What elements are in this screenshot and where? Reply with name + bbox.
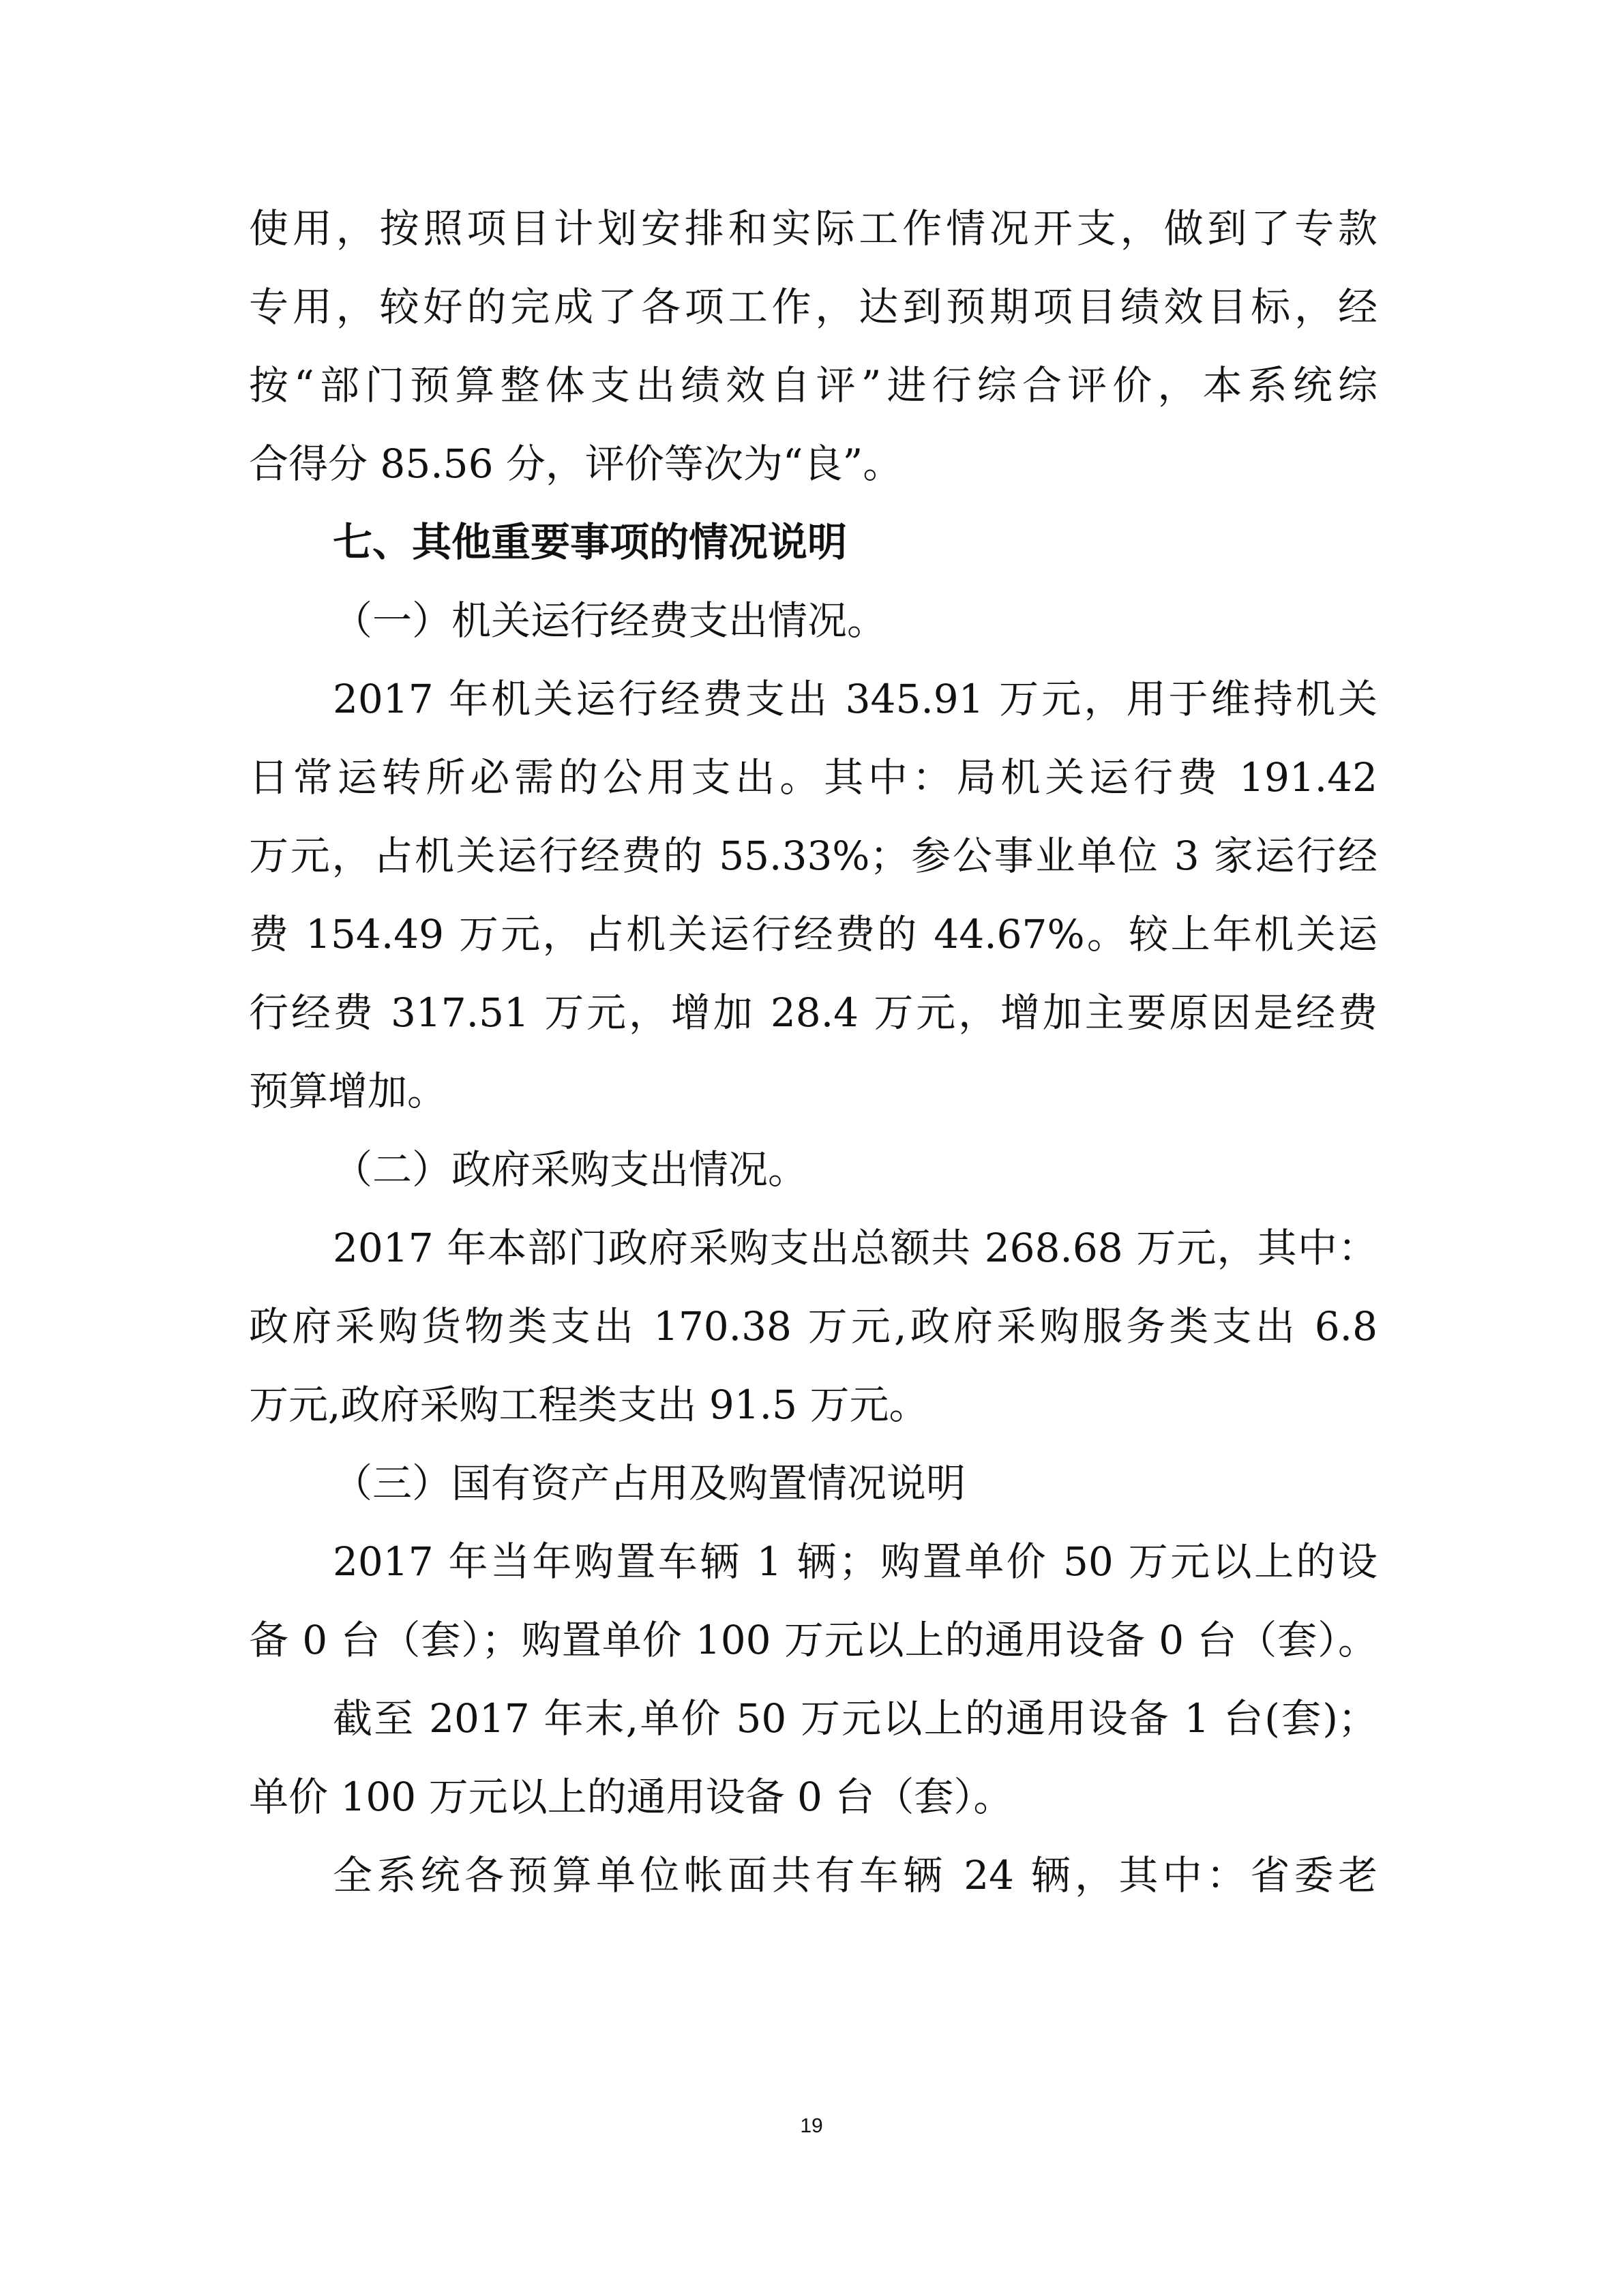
paragraph-line: 全系统各预算单位帐面共有车辆 24 辆，其中：省委老	[333, 1852, 1378, 1898]
paragraph-line: 行经费 317.51 万元，增加 28.4 万元，增加主要原因是经费	[249, 989, 1378, 1036]
subsection-heading: （二）政府采购支出情况。	[333, 1146, 808, 1193]
paragraph-line: 万元，占机关运行经费的 55.33%；参公事业单位 3 家运行经	[249, 833, 1378, 879]
paragraph-line: 2017 年当年购置车辆 1 辆；购置单价 50 万元以上的设	[333, 1538, 1378, 1585]
subsection-heading: （一）机关运行经费支出情况。	[333, 597, 887, 644]
paragraph-line: 2017 年机关运行经费支出 345.91 万元，用于维持机关	[333, 676, 1378, 722]
paragraph-line: 截至 2017 年末,单价 50 万元以上的通用设备 1 台(套)；	[333, 1695, 1378, 1742]
paragraph-line: 专用，较好的完成了各项工作，达到预期项目绩效目标，经	[249, 284, 1378, 330]
paragraph-line: 合得分 85.56 分，评价等次为“良”。	[249, 441, 903, 487]
paragraph-line: 使用，按照项目计划安排和实际工作情况开支，做到了专款	[249, 205, 1378, 252]
paragraph-line: 备 0 台（套）；购置单价 100 万元以上的通用设备 0 台（套）。	[249, 1617, 1378, 1663]
subsection-heading: （三）国有资产占用及购置情况说明	[333, 1460, 966, 1506]
page-number: 19	[800, 2115, 823, 2137]
paragraph-line: 日常运转所必需的公用支出。其中：局机关运行费 191.42	[249, 754, 1378, 801]
section-heading: 七、其他重要事项的情况说明	[333, 519, 848, 565]
paragraph-line: 费 154.49 万元，占机关运行经费的 44.67%。较上年机关运	[249, 911, 1378, 957]
paragraph-line: 万元,政府采购工程类支出 91.5 万元。	[249, 1382, 929, 1428]
paragraph-line: 单价 100 万元以上的通用设备 0 台（套）。	[249, 1774, 1013, 1820]
paragraph-line: 按“部门预算整体支出绩效自评”进行综合评价，本系统综	[249, 362, 1378, 408]
paragraph-line: 2017 年本部门政府采购支出总额共 268.68 万元，其中：	[333, 1225, 1378, 1271]
paragraph-line: 预算增加。	[249, 1068, 447, 1114]
paragraph-line: 政府采购货物类支出 170.38 万元,政府采购服务类支出 6.8	[249, 1303, 1378, 1350]
